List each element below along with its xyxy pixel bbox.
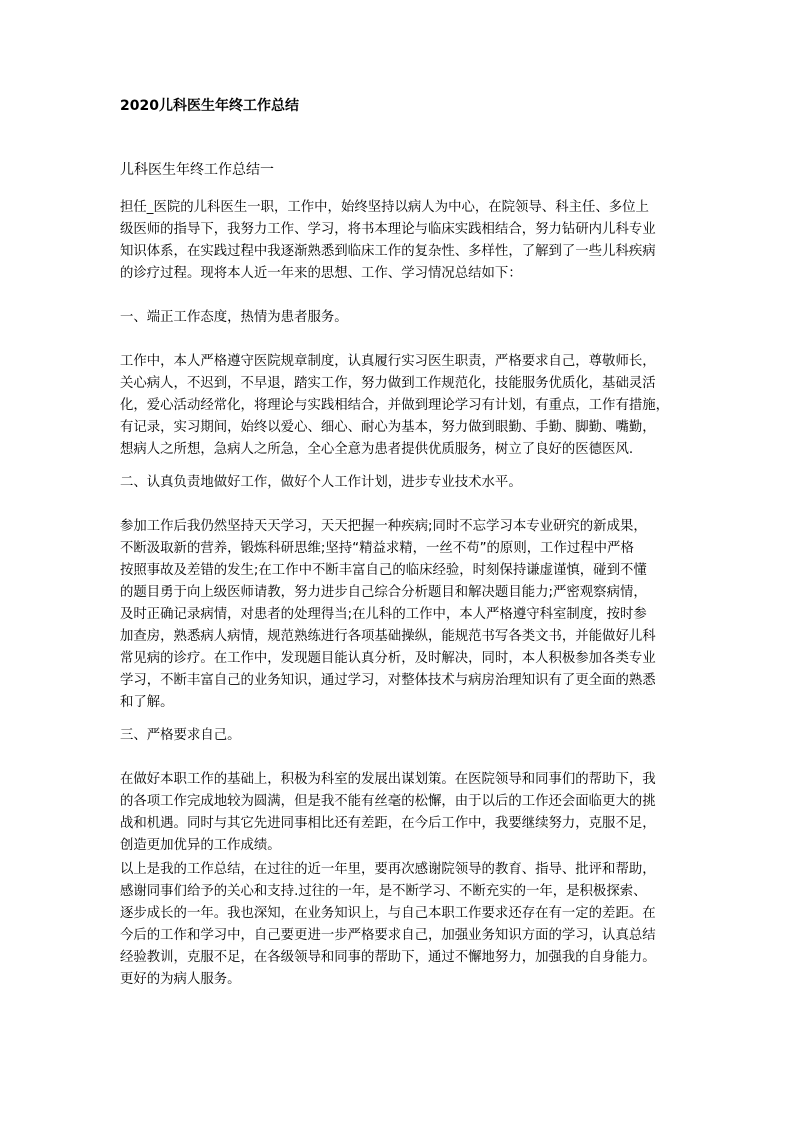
text-line: 加查房，熟悉病人病情，规范熟练进行各项基础操纵，能规范书写各类文书，并能做好儿科 <box>120 629 656 644</box>
text-line: 感谢同事们给予的关心和支持.过往的一年，是不断学习、不断充实的一年，是积极探索、 <box>120 884 647 899</box>
text-line: 工作中，本人严格遵守医院规章制度，认真履行实习医生职责，严格要求自己，尊敬师长， <box>120 354 656 369</box>
text-line: 常见病的诊疗。在工作中，发现题目能认真分析，及时解决，同时，本人积极参加各类专业 <box>120 651 656 666</box>
text-line: 参加工作后我仍然坚持天天学习，天天把握一种疾病;同时不忘学习本专业研究的新成果， <box>120 519 647 534</box>
text-line: 和了解。 <box>120 695 174 710</box>
text-line: 学习，不断丰富自己的业务知识，通过学习，对整体技术与病房治理知识有了更全面的熟悉 <box>120 673 656 688</box>
section-heading <box>120 725 680 747</box>
text-line: 一、端正工作态度，热情为患者服务。 <box>120 310 348 325</box>
text-line: 有记录，实习期间，始终以爱心、细心、耐心为基本，努力做到眼勤、手勤、脚勤、嘴勤， <box>120 420 656 435</box>
text-line: 的诊疗过程。现将本人近一年来的思想、工作、学习情况总结如下： <box>120 266 522 281</box>
text-line: 不断汲取新的营养，锻炼科研思维;坚持“精益求精，一丝不苟”的原则，工作过程中严格 <box>120 541 634 556</box>
section-heading <box>120 472 680 494</box>
text-line: 担任_医院的儿科医生一职，工作中，始终坚持以病人为中心，在院领导、科主任、多位上 <box>120 200 649 215</box>
section-heading <box>120 307 680 329</box>
text-line: 级医师的指导下，我努力工作、学习，将书本理论与临床实践相结合，努力钻研内儿科专业 <box>120 222 656 237</box>
text-line: 今后的工作和学习中，自己要更进一步严格要求自己，加强业务知识方面的学习，认真总结 <box>120 928 656 943</box>
text-line: 更好的为病人服务。 <box>120 972 241 987</box>
body-paragraph <box>120 197 680 285</box>
text-line: 的各项工作完成地较为圆满，但是我不能有丝毫的松懈，由于以后的工作还会面临更大的挑 <box>120 794 656 809</box>
body-paragraph <box>120 859 680 991</box>
text-line: 按照事故及差错的发生;在工作中不断丰富自己的临床经验，时刻保持谦虚谨慎，碰到不懂 <box>120 563 647 578</box>
section-title: 儿科医生年终工作总结一 <box>120 162 274 178</box>
text-line: 经验教训，克服不足，在各级领导和同事的帮助下，通过不懈地努力，加强我的自身能力。 <box>120 950 656 965</box>
body-paragraph <box>120 516 680 714</box>
text-line: 创造更加优异的工作成绩。 <box>120 838 281 853</box>
text-line: 的题目勇于向上级医师请教，努力进步自己综合分析题目和解决题目能力;严密观察病情， <box>120 585 647 600</box>
body-paragraph <box>120 769 680 857</box>
text-line: 以上是我的工作总结，在过往的近一年里，要再次感谢院领导的教育、指导、批评和帮助， <box>120 862 656 877</box>
text-line: 关心病人，不迟到，不早退，踏实工作，努力做到工作规范化，技能服务优质化，基础灵活 <box>120 376 656 391</box>
text-line: 逐步成长的一年。我也深知，在业务知识上，与自己本职工作要求还存在有一定的差距。在 <box>120 906 656 921</box>
text-line: 知识体系，在实践过程中我逐渐熟悉到临床工作的复杂性、多样性，了解到了一些儿科疾病 <box>120 244 656 259</box>
document-title: 2020儿科医生年终工作总结 <box>120 98 299 114</box>
text-line: 想病人之所想，急病人之所急，全心全意为患者提供优质服务，树立了良好的医德医风. <box>120 442 634 457</box>
text-line: 及时正确记录病情，对患者的处理得当;在儿科的工作中，本人严格遵守科室制度，按时参 <box>120 607 647 622</box>
body-paragraph <box>120 351 680 461</box>
text-line: 战和机遇。同时与其它先进同事相比还有差距，在今后工作中，我要继续努力，克服不足， <box>120 816 656 831</box>
text-line: 三、严格要求自己。 <box>120 728 241 743</box>
text-line: 在做好本职工作的基础上，积极为科室的发展出谋划策。在医院领导和同事们的帮助下，我 <box>120 772 656 787</box>
text-line: 化，爱心活动经常化，将理论与实践相结合，并做到理论学习有计划，有重点，工作有措施， <box>120 398 670 413</box>
text-line: 二、认真负责地做好工作，做好个人工作计划，进步专业技术水平。 <box>120 475 522 490</box>
